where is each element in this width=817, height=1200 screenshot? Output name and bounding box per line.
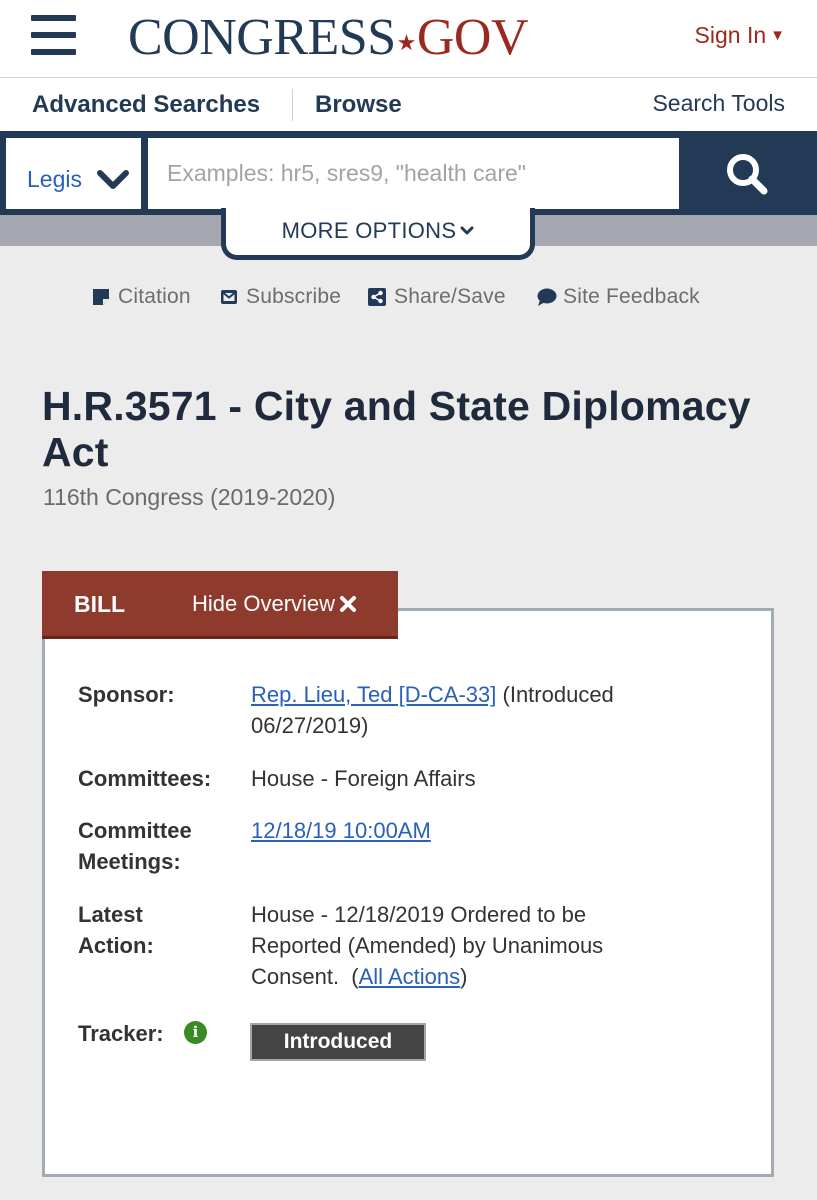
sponsor-introduced: (Introduced 06/27/2019) (251, 682, 614, 738)
committee-meeting-link[interactable]: 12/18/19 10:00AM (251, 818, 431, 843)
bill-title: H.R.3571 - City and State Diplomacy Act (42, 383, 751, 475)
latest-action-close: ) (460, 964, 468, 989)
tracker-label: Tracker: (78, 1021, 164, 1046)
latest-action-value (251, 899, 681, 992)
hide-overview-button[interactable] (192, 591, 357, 617)
congress-session: 116th Congress (2019-2020) (43, 484, 336, 510)
more-options-label: MORE OPTIONS (281, 218, 457, 243)
committees-label: Committees: (78, 766, 212, 791)
search-scope-value: Legis (27, 166, 82, 192)
sign-in-label: Sign In (694, 22, 767, 48)
committee-meetings-label: Committee Meetings: (78, 818, 192, 874)
search-button[interactable] (679, 131, 817, 215)
hide-overview-label: Hide Overview (192, 591, 336, 616)
committee-meetings-value (251, 815, 721, 846)
logo-congress-text: CONGRESS (128, 9, 396, 66)
more-options-row (226, 218, 530, 244)
tracker-status-badge: Introduced (250, 1023, 426, 1061)
overview-tab-bar (42, 571, 398, 639)
browse-link[interactable]: Browse (315, 91, 402, 118)
speech-bubble-icon (537, 288, 557, 306)
logo-star-icon: ★ (396, 30, 416, 55)
advanced-searches-link[interactable]: Advanced Searches (32, 91, 261, 118)
share-save-label: Share/Save (394, 285, 506, 308)
site-header (0, 0, 817, 78)
caret-down-icon: ▼ (770, 27, 785, 44)
site-feedback-link[interactable] (537, 285, 700, 309)
nav-divider (292, 89, 293, 121)
site-feedback-label: Site Feedback (563, 285, 700, 308)
latest-action-text: House - 12/18/2019 Ordered to be Reported (Amended) by Unanimous Consent. ( (251, 902, 610, 989)
search-scope-select[interactable] (6, 138, 141, 209)
committees-value: House - Foreign Affairs (251, 766, 476, 791)
tab-bill[interactable]: BILL (74, 591, 126, 617)
subscribe-link[interactable] (220, 285, 341, 309)
envelope-icon (220, 288, 238, 306)
subscribe-label: Subscribe (246, 285, 342, 308)
all-actions-link[interactable]: All Actions (358, 964, 461, 989)
search-icon (725, 152, 769, 196)
chevron-down-icon (460, 226, 474, 236)
menu-icon[interactable] (31, 15, 76, 55)
search-tools-link[interactable]: Search Tools (652, 90, 785, 116)
share-save-link[interactable] (368, 285, 506, 309)
citation-icon (92, 288, 110, 306)
sponsor-value (251, 679, 721, 741)
citation-label: Citation (118, 285, 191, 308)
sponsor-link[interactable]: Rep. Lieu, Ted [D-CA-33] (251, 682, 497, 707)
latest-action-label: Latest Action: (78, 902, 154, 958)
more-options-button[interactable] (221, 208, 535, 260)
secondary-nav (0, 78, 817, 131)
info-icon[interactable]: i (184, 1021, 207, 1044)
congress-gov-logo[interactable] (128, 9, 529, 69)
sign-in-button[interactable] (695, 22, 785, 49)
logo-gov-text: GOV (416, 9, 529, 66)
close-icon (339, 595, 357, 613)
chevron-down-icon (96, 169, 130, 191)
search-input[interactable] (148, 138, 679, 209)
citation-link[interactable] (92, 285, 191, 309)
share-icon (368, 288, 386, 306)
search-bar (0, 131, 817, 215)
sponsor-label: Sponsor: (78, 682, 175, 707)
